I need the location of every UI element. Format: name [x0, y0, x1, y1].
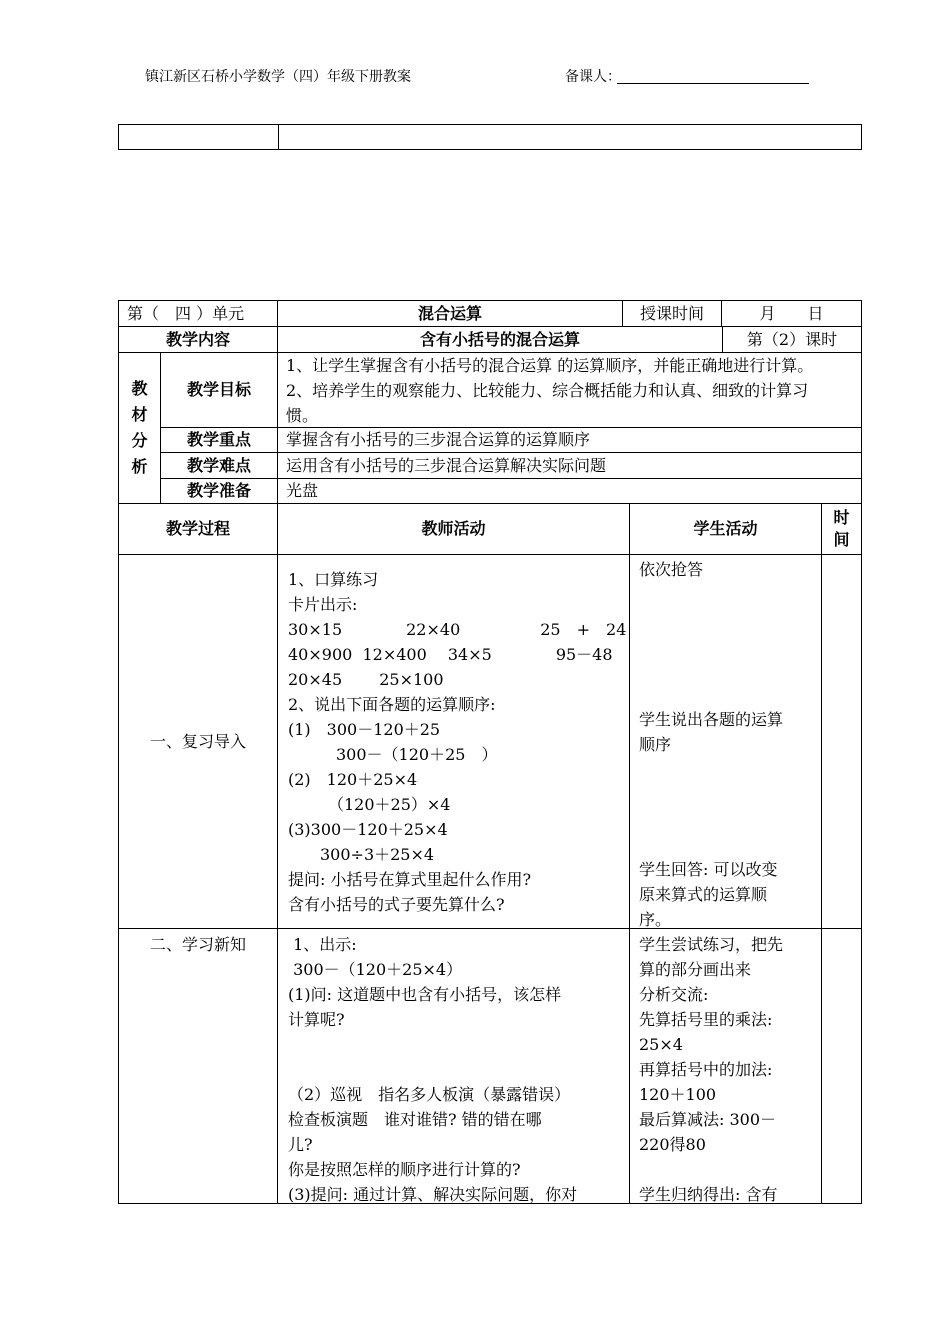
analysis-char: 析 [131, 457, 148, 476]
student-line: 先算括号里的乘法: [639, 1010, 773, 1029]
time-label-cell: 授课时间 [622, 300, 722, 327]
period-cell: 第（2）课时 [722, 326, 862, 353]
teacher-line: 300÷3＋25×4 [288, 845, 435, 864]
student-line: 依次抢答 [639, 560, 704, 579]
unit-cell: 第（ 四 ）单元 [118, 300, 278, 327]
teacher-line: 300－（120＋25×4） [288, 960, 463, 979]
teacher-line: 你是按照怎样的顺序进行计算的? [288, 1160, 521, 1179]
content-cell: 含有小括号的混合运算 [277, 326, 723, 353]
student-line: 学生说出各题的运算 [639, 710, 784, 729]
teacher-header: 教师活动 [277, 503, 630, 555]
teacher-line: (3)提问: 通过计算、解决实际问题，你对 [288, 1185, 578, 1204]
teacher-activity [277, 928, 630, 1204]
page-header [145, 66, 807, 84]
teacher-activity [277, 554, 630, 929]
section-name: 一、复习导入 [118, 554, 278, 929]
student-line [639, 632, 812, 657]
analysis-char: 材 [131, 405, 148, 424]
student-line: 再算括号中的加法: [639, 1060, 773, 1079]
student-line: 分析交流: [639, 985, 709, 1004]
student-line: 算的部分画出来 [639, 960, 752, 979]
student-line: 220得80 [639, 1135, 706, 1154]
analysis-char: 分 [131, 431, 148, 450]
student-line: 顺序 [639, 735, 672, 754]
process-header: 教学过程 [118, 503, 278, 555]
teacher-line: 40×900 12×400 34×5 95－48 [288, 645, 613, 664]
difficulty-cell: 运用含有小括号的三步混合运算解决实际问题 [277, 452, 862, 479]
student-activity [629, 554, 822, 929]
teacher-line: 2、说出下面各题的运算顺序: [288, 695, 496, 714]
student-line [639, 682, 812, 707]
time-cell [821, 928, 862, 1204]
time-header-char: 间 [833, 530, 850, 549]
teacher-line: 卡片出示: [288, 595, 358, 614]
teacher-line: 300－（120＋25 ） [288, 745, 498, 764]
goal-cell [277, 352, 862, 428]
teacher-line: （120＋25）×4 [288, 795, 451, 814]
goal-line: 惯。 [286, 406, 319, 425]
teacher-line [288, 1032, 619, 1057]
teacher-line: (1)问: 这道题中也含有小括号，该怎样 [288, 985, 562, 1004]
student-line [639, 807, 812, 832]
student-line: 学生回答: 可以改变 [639, 860, 778, 879]
topic-cell: 混合运算 [277, 300, 623, 327]
preparer-underline [617, 83, 809, 84]
prep-cell: 光盘 [277, 478, 862, 504]
student-line [639, 607, 812, 632]
student-line: 序。 [639, 910, 672, 929]
blank-table-divider [278, 125, 279, 149]
difficulty-label-cell: 教学难点 [160, 452, 278, 479]
student-line [639, 1157, 812, 1182]
content-label-cell: 教学内容 [118, 326, 278, 353]
teacher-line: 30×15 22×40 25 + 24 [288, 620, 627, 639]
student-line: 最后算减法: 300－ [639, 1110, 777, 1129]
teacher-line: (1) 300－120＋25 [288, 720, 441, 739]
key-cell: 掌握含有小括号的三步混合运算的运算顺序 [277, 427, 862, 453]
student-activity [629, 928, 822, 1204]
preparer-label: 备课人： [565, 69, 621, 85]
goal-line: 2、培养学生的观察能力、比较能力、综合概括能力和认真、细致的计算习 [286, 381, 809, 400]
student-line [639, 757, 812, 782]
section-name: 二、学习新知 [118, 928, 278, 1204]
teacher-line: (2) 120＋25×4 [288, 770, 418, 789]
teacher-line: (3)300－120＋25×4 [288, 820, 448, 839]
teacher-line: （2）巡视 指名多人板演（暴露错误） [288, 1085, 571, 1104]
goal-label-cell: 教学目标 [160, 352, 278, 428]
teacher-line: 计算呢? [288, 1010, 345, 1029]
student-line [639, 832, 812, 857]
goal-line: 1、让学生掌握含有小括号的混合运算 的运算顺序，并能正确地进行计算。 [286, 356, 814, 375]
teacher-line: 检查板演题 谁对谁错? 错的错在哪 [288, 1110, 542, 1129]
time-cell [821, 554, 862, 929]
teacher-line: 1、出示: [288, 935, 357, 954]
key-label-cell: 教学重点 [160, 427, 278, 453]
student-line: 学生尝试练习，把先 [639, 935, 784, 954]
student-header: 学生活动 [629, 503, 822, 555]
student-line: 学生归纳得出: 含有 [639, 1185, 778, 1204]
student-line: 120＋100 [639, 1085, 717, 1104]
time-header-char: 时 [833, 508, 850, 527]
teacher-line [288, 1057, 619, 1082]
teacher-line: 含有小括号的式子要先算什么? [288, 895, 505, 914]
teacher-line: 20×45 25×100 [288, 670, 444, 689]
student-line: 25×4 [639, 1035, 683, 1054]
student-line [639, 582, 812, 607]
date-cell: 月 日 [721, 300, 862, 327]
teacher-line: 儿? [288, 1135, 313, 1154]
student-line: 原来算式的运算顺 [639, 885, 768, 904]
blank-table [118, 124, 862, 150]
teacher-line: 提问: 小括号在算式里起什么作用? [288, 870, 532, 889]
analysis-label-cell [118, 352, 161, 504]
teacher-line: 1、口算练习 [288, 570, 379, 589]
document-title: 镇江新区石桥小学数学（四）年级下册教案 [145, 69, 411, 85]
prep-label-cell: 教学准备 [160, 478, 278, 504]
time-header [821, 503, 862, 555]
student-line [639, 782, 812, 807]
analysis-char: 教 [131, 379, 148, 398]
student-line [639, 657, 812, 682]
